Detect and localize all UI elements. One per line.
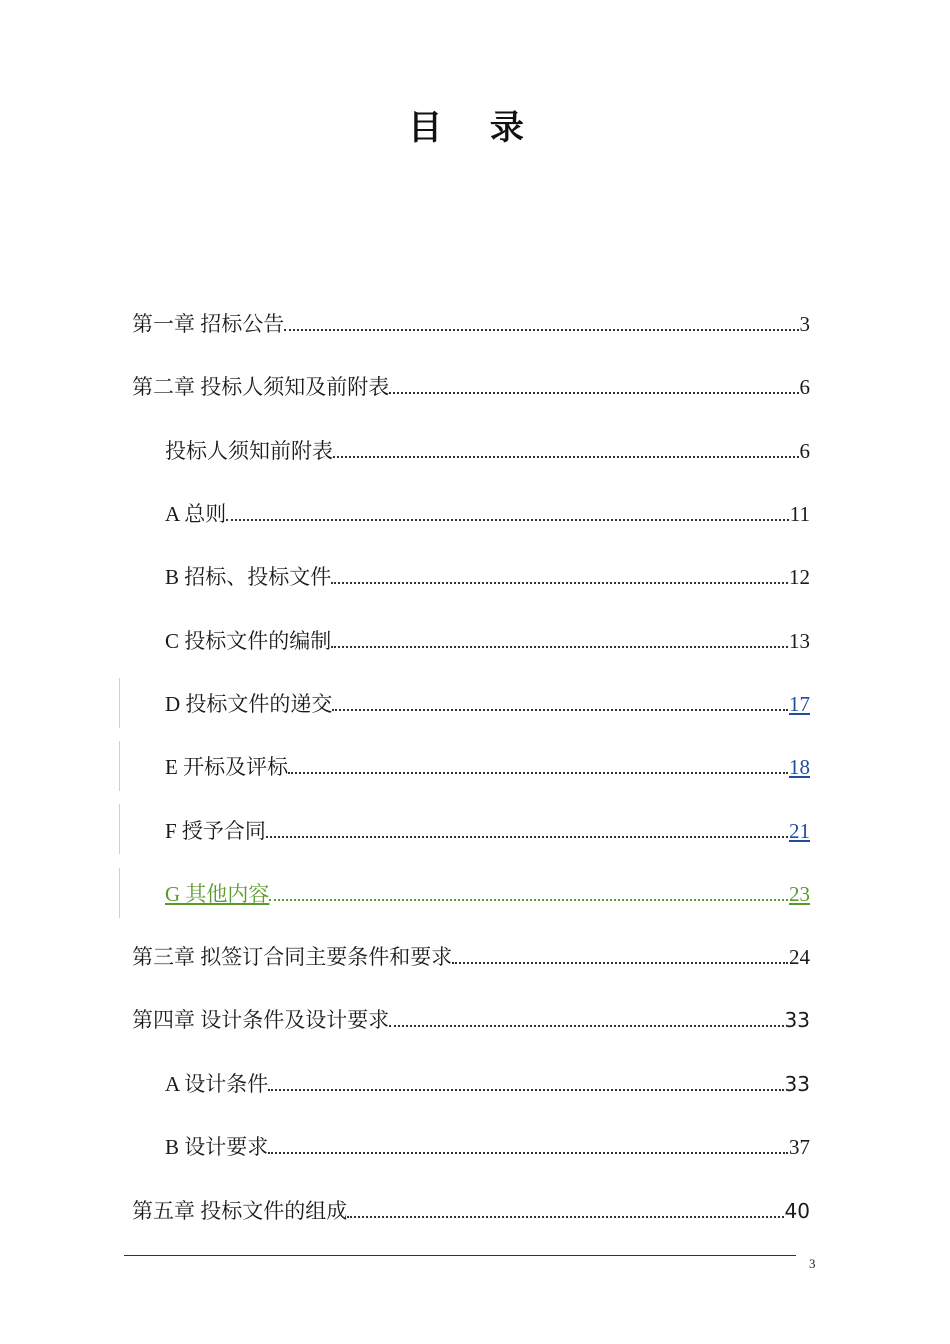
toc-entry[interactable] [165, 1132, 810, 1162]
toc-entry-label: 第五章 投标文件的组成 [132, 1199, 348, 1223]
toc-entry[interactable] [165, 752, 810, 782]
toc-entry[interactable] [132, 1005, 810, 1035]
toc-entry-label: D 投标文件的递交 [165, 692, 333, 716]
toc-entry-label: 投标人须知前附表 [165, 439, 333, 463]
footer-page-number: 3 [809, 1256, 816, 1271]
toc-dot-leader [389, 1025, 783, 1027]
toc-entry-label: A 设计条件 [165, 1072, 269, 1096]
toc-page-number: 11 [789, 502, 810, 526]
toc-page-number: 40 [784, 1199, 810, 1223]
toc-entry-label: B 设计要求 [165, 1135, 269, 1159]
toc-dot-leader [331, 646, 788, 648]
toc-entry[interactable] [132, 1196, 810, 1226]
toc-dot-leader [389, 392, 798, 394]
toc-entry[interactable] [165, 436, 810, 466]
toc-dot-leader [288, 772, 788, 774]
toc-page-link[interactable]: 17 [789, 692, 810, 716]
toc-entry[interactable] [165, 816, 810, 846]
toc-dot-leader [269, 899, 788, 901]
toc-entry-label: C 投标文件的编制 [165, 629, 332, 653]
toc-entry[interactable] [165, 626, 810, 656]
toc-entry-label: B 招标、投标文件 [165, 565, 332, 589]
toc-entry[interactable] [165, 689, 810, 719]
change-bar [119, 678, 120, 728]
toc-dot-leader [333, 456, 799, 458]
toc-page-number: 3 [799, 312, 810, 336]
toc-entry[interactable] [165, 562, 810, 592]
change-bar [119, 741, 120, 791]
toc-dot-leader [284, 329, 798, 331]
toc-entry[interactable] [165, 499, 810, 529]
toc-page-number: 6 [799, 439, 810, 463]
document-title: 目 录 [408, 108, 542, 148]
toc-dot-leader [268, 1152, 788, 1154]
toc-entry[interactable] [165, 1069, 810, 1099]
toc-entry[interactable] [132, 309, 810, 339]
toc-dot-leader [332, 709, 788, 711]
change-bar [119, 804, 120, 854]
toc-page-number: 6 [799, 375, 810, 399]
toc-page-number: 33 [784, 1008, 810, 1032]
toc-entry-label: G 其他内容 [165, 882, 270, 906]
footer-rule [124, 1255, 796, 1256]
toc-dot-leader [347, 1216, 783, 1218]
toc-dot-leader [331, 582, 788, 584]
toc-entry-label: 第一章 招标公告 [132, 312, 285, 336]
toc-entry[interactable] [132, 942, 810, 972]
toc-dot-leader [226, 519, 789, 521]
toc-dot-leader [266, 836, 788, 838]
toc-dot-leader [268, 1089, 783, 1091]
toc-entry-label: 第二章 投标人须知及前附表 [132, 375, 390, 399]
toc-page-link[interactable]: 18 [789, 755, 810, 779]
toc-entry-label: 第三章 拟签订合同主要条件和要求 [132, 945, 453, 969]
toc-page-number: 24 [789, 945, 810, 969]
toc-entry-label: 第四章 设计条件及设计要求 [132, 1008, 390, 1032]
toc-dot-leader [452, 962, 788, 964]
toc-page-number: 37 [789, 1135, 810, 1159]
toc-entry[interactable] [132, 372, 810, 402]
toc-entry-label: F 授予合同 [165, 819, 266, 843]
toc-entry-label: A 总则 [165, 502, 227, 526]
change-bar [119, 868, 120, 918]
toc-entry-label: E 开标及评标 [165, 755, 289, 779]
toc-page-number: 12 [789, 565, 810, 589]
toc-page-number: 33 [784, 1072, 810, 1096]
toc-page-number: 13 [789, 629, 810, 653]
toc-page-link[interactable]: 21 [789, 819, 810, 843]
toc-page-link[interactable]: 23 [789, 882, 810, 906]
toc-entry[interactable] [165, 879, 810, 909]
